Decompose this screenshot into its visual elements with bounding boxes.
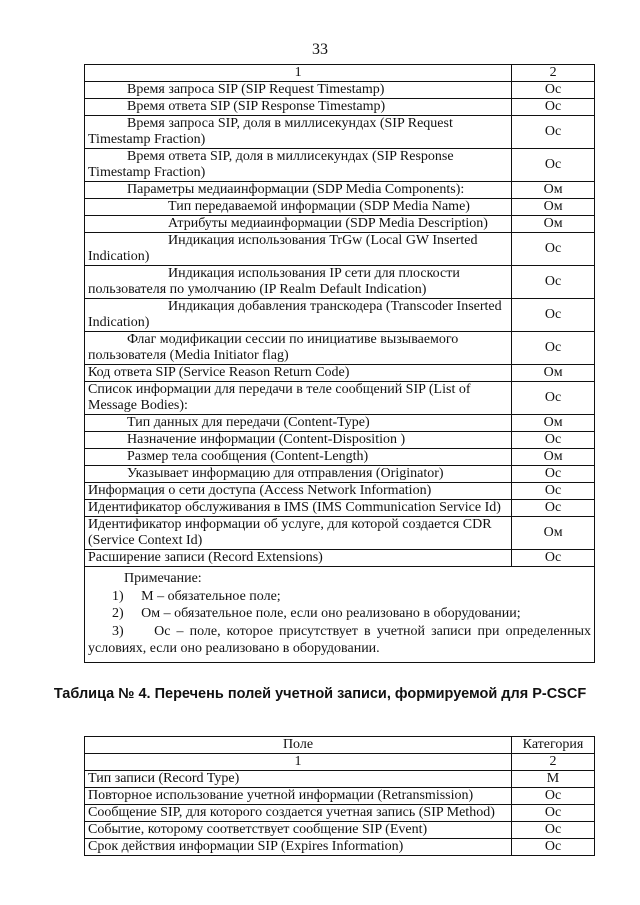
note-item: 1) М – обязательное поле; bbox=[112, 588, 281, 604]
note-row bbox=[85, 567, 595, 663]
field-name-cell bbox=[85, 332, 512, 365]
category-cell: Ом bbox=[512, 216, 595, 233]
field-name-cell bbox=[85, 382, 512, 415]
column-number-2: 2 bbox=[512, 754, 595, 771]
field-name-continuation: Message Bodies): bbox=[88, 398, 188, 413]
field-name: Сообщение SIP, для которого создается учетная запись (SIP Method) bbox=[85, 805, 512, 822]
field-name-cell bbox=[85, 550, 512, 567]
column-number-2: 2 bbox=[512, 65, 595, 82]
field-name: Размер тела сообщения (Content-Length) bbox=[127, 449, 369, 464]
category-cell: Oc bbox=[512, 483, 595, 500]
field-name-continuation: Timestamp Fraction) bbox=[88, 165, 206, 180]
field-name-cell bbox=[85, 483, 512, 500]
table-row bbox=[85, 182, 595, 199]
field-name: Срок действия информации SIP (Expires Information) bbox=[85, 839, 512, 856]
category-cell: Ом bbox=[512, 517, 595, 550]
field-name-cell bbox=[85, 116, 512, 149]
field-name-continuation: Indication) bbox=[88, 249, 150, 264]
field-name-cell bbox=[85, 415, 512, 432]
table-row bbox=[85, 99, 595, 116]
field-name-cell bbox=[85, 216, 512, 233]
category-cell: M bbox=[512, 771, 595, 788]
field-name: Назначение информации (Content-Disposition ) bbox=[127, 432, 406, 447]
category-cell: Oc bbox=[512, 299, 595, 332]
note-item: 3) Ос – поле, которое присутствует в учетной записи при определенных условиях, если оно реализовано в оборудовании. bbox=[88, 623, 595, 656]
note-item: 2) Ом – обязательное поле, если оно реализовано в оборудовании; bbox=[112, 606, 521, 621]
table-row bbox=[85, 483, 595, 500]
field-name-continuation: пользователя по умолчанию (IP Realm Default Indication) bbox=[88, 282, 427, 297]
page-number: 33 bbox=[312, 41, 328, 58]
column-number-1: 1 bbox=[85, 754, 512, 771]
field-name-cell bbox=[85, 149, 512, 182]
field-name: Список информации для передачи в теле сообщений SIP (List of bbox=[88, 382, 471, 397]
field-name-continuation: пользователя (Media Initiator flag) bbox=[88, 348, 289, 363]
table-row bbox=[85, 266, 595, 299]
field-name: Тип данных для передачи (Content-Type) bbox=[127, 415, 370, 430]
p-cscf-fields-table bbox=[84, 736, 595, 856]
field-name: Индикация использования IP сети для плоскости bbox=[168, 266, 460, 281]
table-header-row bbox=[85, 65, 595, 82]
field-name-cell bbox=[85, 517, 512, 550]
note-title: Примечание: bbox=[124, 571, 202, 586]
field-name: Код ответа SIP (Service Reason Return Code) bbox=[88, 365, 350, 380]
table-row bbox=[85, 116, 595, 149]
table-header-row bbox=[85, 737, 595, 754]
field-name: Флаг модификации сессии по инициативе вызываемого bbox=[127, 332, 459, 347]
field-name: Тип записи (Record Type) bbox=[85, 771, 512, 788]
table-row bbox=[85, 500, 595, 517]
table-row bbox=[85, 82, 595, 99]
column-header-field: Поле bbox=[85, 737, 512, 754]
category-cell: Oc bbox=[512, 233, 595, 266]
category-cell: Oc bbox=[512, 500, 595, 517]
table-row bbox=[85, 466, 595, 483]
table-row bbox=[85, 199, 595, 216]
field-name: Указывает информацию для отправления (Originator) bbox=[127, 466, 444, 481]
field-name: Время запроса SIP, доля в миллисекундах (SIP Request bbox=[127, 116, 453, 131]
field-name: Параметры медиаинформации (SDP Media Components): bbox=[127, 182, 465, 197]
field-name-cell bbox=[85, 233, 512, 266]
field-name: Идентификатор обслуживания в IMS (IMS Communication Service Id) bbox=[88, 500, 501, 515]
table-row bbox=[85, 449, 595, 466]
category-cell: Oc bbox=[512, 432, 595, 449]
category-cell: Oc bbox=[512, 332, 595, 365]
column-number-1: 1 bbox=[85, 65, 512, 82]
category-cell: Oc bbox=[512, 99, 595, 116]
table-row bbox=[85, 332, 595, 365]
table-row bbox=[85, 822, 595, 839]
fields-table-continued bbox=[84, 64, 595, 663]
table-row bbox=[85, 517, 595, 550]
column-header-category: Категория bbox=[512, 737, 595, 754]
field-name-cell bbox=[85, 432, 512, 449]
category-cell: Oc bbox=[512, 82, 595, 99]
field-name: Атрибуты медиаинформации (SDP Media Description) bbox=[168, 216, 488, 231]
table-row bbox=[85, 365, 595, 382]
field-name: Индикация добавления транскодера (Transcoder Inserted bbox=[168, 299, 502, 314]
table-row bbox=[85, 216, 595, 233]
field-name: Индикация использования TrGw (Local GW Inserted bbox=[168, 233, 478, 248]
field-name-cell bbox=[85, 299, 512, 332]
field-name-cell bbox=[85, 199, 512, 216]
field-name-cell bbox=[85, 449, 512, 466]
table-row bbox=[85, 432, 595, 449]
note-cell bbox=[85, 567, 595, 663]
field-name-cell bbox=[85, 500, 512, 517]
category-cell: Oc bbox=[512, 805, 595, 822]
category-cell: Ом bbox=[512, 449, 595, 466]
field-name: Повторное использование учетной информации (Retransmission) bbox=[85, 788, 512, 805]
table-row bbox=[85, 149, 595, 182]
field-name-continuation: (Service Context Id) bbox=[88, 533, 203, 548]
table-row bbox=[85, 382, 595, 415]
table-row bbox=[85, 771, 595, 788]
field-name-cell bbox=[85, 182, 512, 199]
field-name-cell bbox=[85, 466, 512, 483]
field-name: Время ответа SIP, доля в миллисекундах (SIP Response bbox=[127, 149, 454, 164]
field-name-cell bbox=[85, 266, 512, 299]
category-cell: Ом bbox=[512, 415, 595, 432]
table-row bbox=[85, 233, 595, 266]
field-name-continuation: Timestamp Fraction) bbox=[88, 132, 206, 147]
field-name-cell bbox=[85, 82, 512, 99]
category-cell: Oc bbox=[512, 116, 595, 149]
category-cell: Oc bbox=[512, 788, 595, 805]
table-row bbox=[85, 415, 595, 432]
category-cell: Ом bbox=[512, 182, 595, 199]
table-caption: Таблица № 4. Перечень полей учетной записи, формируемой для P-CSCF bbox=[53, 686, 587, 702]
field-name-cell bbox=[85, 99, 512, 116]
table-row bbox=[85, 299, 595, 332]
category-cell: Oc bbox=[512, 382, 595, 415]
category-cell: Ом bbox=[512, 365, 595, 382]
category-cell: Oc bbox=[512, 149, 595, 182]
category-cell: Oc bbox=[512, 466, 595, 483]
category-cell: Oc bbox=[512, 839, 595, 856]
category-cell: Oc bbox=[512, 822, 595, 839]
category-cell: Ом bbox=[512, 199, 595, 216]
field-name: Информация о сети доступа (Access Network Information) bbox=[88, 483, 432, 498]
field-name: Событие, которому соответствует сообщение SIP (Event) bbox=[85, 822, 512, 839]
category-cell: Oc bbox=[512, 550, 595, 567]
category-cell: Oc bbox=[512, 266, 595, 299]
field-name: Тип передаваемой информации (SDP Media Name) bbox=[168, 199, 470, 214]
field-name: Расширение записи (Record Extensions) bbox=[88, 550, 323, 565]
table-row bbox=[85, 788, 595, 805]
table-subheader-row bbox=[85, 754, 595, 771]
table-row bbox=[85, 839, 595, 856]
field-name: Идентификатор информации об услуге, для которой создается CDR bbox=[88, 517, 492, 532]
field-name: Время запроса SIP (SIP Request Timestamp) bbox=[127, 82, 385, 97]
field-name-continuation: Indication) bbox=[88, 315, 150, 330]
field-name: Время ответа SIP (SIP Response Timestamp) bbox=[127, 99, 386, 114]
table-row bbox=[85, 805, 595, 822]
table-row bbox=[85, 550, 595, 567]
field-name-cell bbox=[85, 365, 512, 382]
